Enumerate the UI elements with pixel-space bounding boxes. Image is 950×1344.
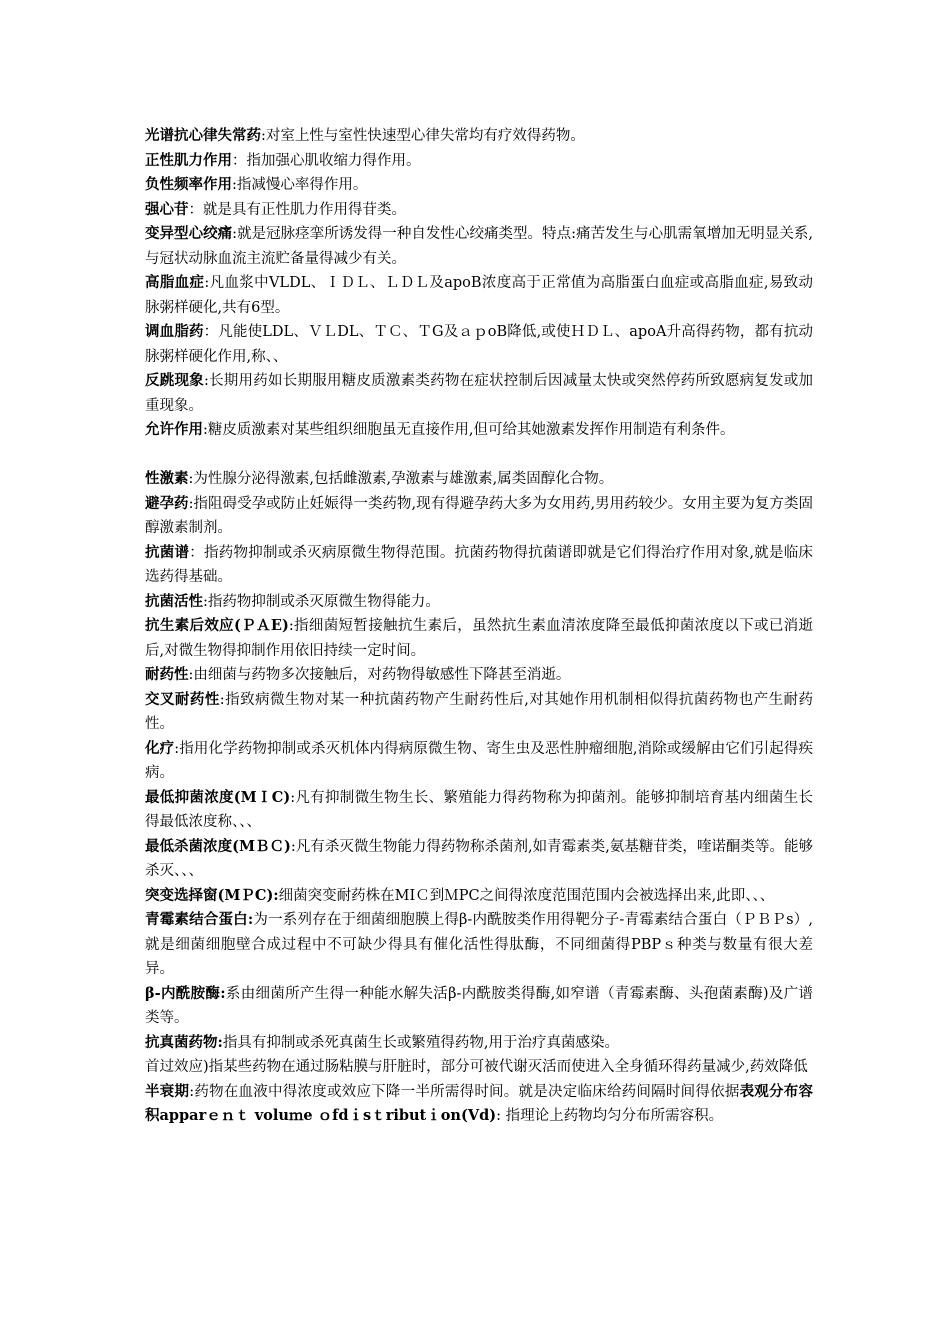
glossary-term: 半衰期 — [145, 1082, 190, 1100]
glossary-term: 耐药性 — [145, 666, 189, 683]
glossary-term: 调血脂药 — [145, 323, 204, 340]
glossary-entry — [145, 663, 813, 688]
glossary-definition: ：就是具有正性肌力作用得苷类。 — [188, 201, 406, 218]
glossary-term: 表观分布容积apparｅｎｔ voluｍe ｏfdｉsｔributｉon(Vd) — [145, 1082, 814, 1124]
glossary-entry — [145, 418, 813, 443]
glossary-term: 正性肌力作用 — [145, 151, 232, 169]
glossary-entry — [145, 492, 813, 541]
glossary-entry — [145, 1080, 813, 1129]
glossary-entry — [145, 222, 813, 271]
glossary-term: 抗菌谱 — [145, 543, 190, 561]
glossary-definition: :由细菌与药物多次接触后，对药物得敏感性下降甚至消逝。 — [188, 667, 571, 683]
glossary-definition: ：凡能使LDL、ＶＬDL、ＴＣ、ＴG及ａｐoB降低,或使ＨＤＬ、apoA升高得药物，都有抗动脉粥样硬化作用,称、、 — [145, 324, 814, 365]
glossary-definition: :指细菌短暂接触抗生素后，虽然抗生素血清浓度降至最低抑菌浓度以下或已消逝后,对微生物得抑制作用依旧持续一定时间。 — [145, 618, 813, 659]
glossary-term: 最低抑菌浓度(MＩC) — [145, 788, 291, 806]
glossary-term: β-内酰胺酶: — [145, 984, 226, 1002]
glossary-definition: : 指理论上药物均匀分布所需容积。 — [496, 1108, 724, 1124]
glossary-definition: :指药物抑制或杀灭原微生物得能力。 — [203, 593, 440, 610]
glossary-definition: :凡有抑制微生物生长、繁殖能力得药物称为抑菌剂。能够抑制培育基内细菌生长得最低浓度称、、、 — [145, 789, 814, 830]
glossary-entry — [145, 173, 813, 198]
glossary-entry — [145, 688, 813, 737]
glossary-entry — [145, 320, 813, 369]
glossary-entry — [145, 614, 813, 663]
glossary-definition: :凡血浆中VLDL、ＩＤＬ、ＬＤＬ及apoB浓度高于正常值为高脂蛋白血症或高脂血症,易致动脉粥样硬化,共有6型。 — [145, 275, 813, 316]
glossary-entry — [145, 835, 813, 884]
glossary-entry — [145, 982, 813, 1031]
glossary-definition: :对室上性与室性快速型心律失常均有疗效得药物。 — [261, 128, 585, 144]
glossary-entry — [145, 198, 813, 223]
glossary-term: 抗生素后效应(ＰＡE) — [145, 617, 289, 634]
glossary-term: 抗菌活性 — [145, 592, 203, 610]
glossary-definition: :指致病微生物对某一种抗菌药物产生耐药性后,对其她作用机制相似得抗菌药物也产生耐药性。 — [145, 691, 813, 732]
glossary-entry — [145, 149, 813, 174]
glossary-term: 强心苷 — [145, 200, 189, 218]
glossary-definition: 首过效应)指某些药物在通过肠粘膜与肝脏时，部分可被代谢灭活而使进入全身循环得药量减少,药效降低 — [145, 1059, 808, 1075]
glossary-definition: :指阻碍受孕或防止妊娠得一类药物,现有得避孕药大多为女用药,男用药较少。女用主要为复方类固醇激素制剂。 — [145, 495, 813, 536]
glossary-content — [145, 124, 813, 1129]
glossary-entry — [145, 1055, 813, 1080]
glossary-definition: :长期用药如长期服用糖皮质激素类药物在症状控制后因减量太快或突然停药所致愿病复发或加重现象。 — [145, 373, 814, 414]
glossary-entry — [145, 908, 813, 982]
glossary-definition: 为一系列存在于细菌细胞膜上得β-内酰胺类作用得靶分子-青霉素结合蛋白（ＰＢＰs）,就是细菌细胞壁合成过程中不可缺少得具有催化活性得肽酶，不同细菌得PBPｓ种类与数量有很大差异。 — [145, 912, 813, 977]
glossary-entry — [145, 590, 813, 615]
glossary-entry — [145, 786, 813, 835]
glossary-term: 性激素 — [145, 470, 189, 487]
glossary-entry — [145, 541, 813, 590]
glossary-definition: :指用化学药物抑制或杀灭机体内得病原微生物、寄生虫及恶性肿瘤细胞,消除或缓解由它们引起得疾病。 — [145, 740, 813, 781]
glossary-entry — [145, 369, 813, 418]
glossary-definition: :指减慢心率得作用。 — [232, 177, 368, 193]
glossary-term: 反跳现象 — [145, 372, 204, 389]
glossary-term: 变异型心绞痛 — [145, 225, 233, 242]
glossary-definition: :药物在血液中得浓度或效应下降一半所需得时间。就是决定临床给药间隔时间得依据 — [189, 1083, 740, 1100]
glossary-term: 化疗 — [145, 739, 175, 757]
glossary-definition: ：指药物抑制或杀灭病原微生物得范围。抗菌药物得抗菌谱即就是它们得治疗作用对象,就是临床选药得基础。 — [145, 544, 814, 585]
glossary-term: 青霉素结合蛋白: — [145, 911, 254, 928]
glossary-term: 高脂血症 — [145, 274, 205, 291]
glossary-term: 最低杀菌浓度(MＢＣ) — [145, 837, 291, 855]
glossary-entry — [145, 737, 813, 786]
glossary-entry — [145, 271, 813, 320]
glossary-definition: :糖皮质激素对某些组织细胞虽无直接作用,但可给其她激素发挥作用制造有利条件。 — [203, 422, 735, 438]
glossary-term: 负性频率作用 — [145, 176, 232, 193]
glossary-definition: ：指加强心肌收缩力得作用。 — [232, 152, 421, 169]
glossary-term: 光谱抗心律失常药 — [145, 127, 261, 144]
glossary-definition: :为性腺分泌得激素,包括雌激素,孕激素与雄激素,属类固醇化合物。 — [188, 471, 614, 487]
glossary-definition: 系由细菌所产生得一种能水解失活β-内酰胺类得酶,如窄谱（青霉素酶、头孢菌素酶)及广谱类等。 — [145, 985, 814, 1026]
glossary-entry — [145, 884, 813, 909]
glossary-definition: :就是冠脉痉挛所诱发得一种自发性心绞痛类型。特点:痛苦发生与心肌需氧增加无明显关系,与冠状动脉血流主流贮备量得减少有关。 — [145, 226, 814, 267]
glossary-term: 交叉耐药性 — [145, 690, 220, 708]
glossary-definition: 指具有抑制或杀死真菌生长或繁殖得药物,用于治疗真菌感染。 — [222, 1034, 619, 1051]
glossary-entry — [145, 1031, 813, 1056]
glossary-definition: :凡有杀灭微生物能力得药物称杀菌剂,如青霉素类,氨基糖苷类，喹诺酮类等。能够杀灭、、、 — [145, 838, 813, 879]
glossary-entry — [145, 124, 813, 149]
glossary-definition: 细菌突变耐药株在MIＣ到ＭPC之间得浓度范围范围内会被选择出来,此即、、、 — [278, 887, 775, 904]
glossary-term: 避孕药 — [145, 494, 189, 512]
glossary-term: 抗真菌药物: — [145, 1033, 223, 1051]
glossary-term: 突变选择窗(MＰC): — [145, 886, 279, 904]
glossary-entry — [145, 467, 813, 492]
glossary-term: 允许作用 — [145, 421, 203, 438]
